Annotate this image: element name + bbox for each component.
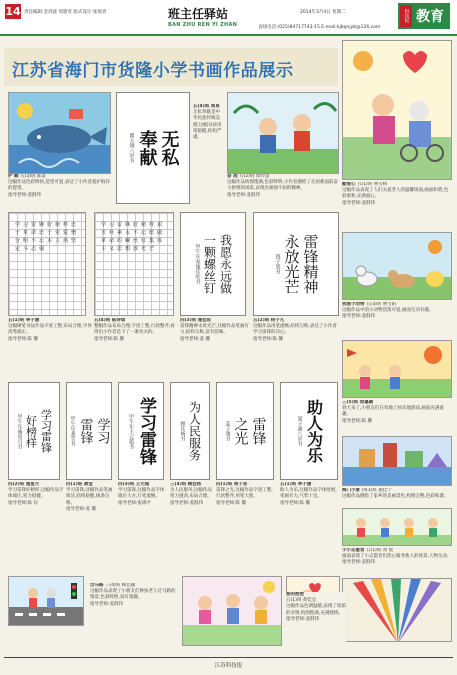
caption-gongren [180, 318, 250, 358]
spring-drawing [343, 341, 452, 398]
contact-info: 直线电话:(025)84717743-15 E-mail:kjbqnjyb@126.com [258, 25, 381, 30]
work-desc: 这幅作品色调温暖,表现了浓浓的亲情,构图饱满,充满感情。 [286, 604, 346, 616]
work-author: 四(1)班 施佳宁 [361, 488, 392, 493]
handwriting-text: 学习雷锋好榜样艰苦朴素永不忘愿做革命的螺丝钉集体主义思想放光芒 [101, 222, 166, 252]
caption-volunteers [342, 548, 452, 576]
work-teacher: 指导老师:陈 馨 [280, 500, 310, 506]
work-title: 三(5)班 徐嘉颖 [342, 400, 374, 405]
work-desc: 整幅作品布局合理,字迹工整,行款整齐,看得出小作者是下了一番功夫的。 [94, 324, 175, 336]
calligraphy-renmin [170, 382, 210, 480]
work-teacher: 指导老师:姜 馨 [180, 336, 210, 342]
issue-date: 2014年3月4日 星期二 [300, 10, 346, 15]
footer-newspaper-name: 江苏科技报 [214, 663, 243, 669]
handwriting-sheet-1 [8, 212, 86, 316]
work-title: 五(1)班 季子涵 [280, 482, 312, 487]
cal-text: 之光 [232, 417, 249, 445]
artwork-volunteers [342, 508, 452, 546]
handwriting-sheet-2 [94, 212, 174, 316]
haimen-drawing [343, 437, 452, 486]
work-title: 过马路 [90, 583, 104, 588]
work-title: 五(4)班 周易 [193, 104, 220, 109]
column-pinyin: BAN ZHU REN YI ZHAN [168, 22, 238, 28]
cal-signature: 甲午年王元超书 [128, 413, 134, 449]
work-teacher: 指导老师:姜群伟 [227, 192, 261, 198]
work-desc: 为人民服务,这幅作品笔力遒劲,布局合理。 [170, 488, 212, 500]
calligraphy-xuexi-1 [66, 382, 112, 480]
caption-animals [342, 302, 452, 332]
work-teacher: 指导老师:张锦平 [118, 500, 152, 506]
work-title: 海门小景 [342, 488, 360, 493]
artwork-pencils [342, 578, 452, 642]
brand-label: 教育 [416, 9, 444, 25]
cal-signature: 甲午年春施佳旺书 [194, 244, 201, 284]
calligraphy-guang [216, 382, 274, 480]
main-title: 江苏省海门市货隆小学书画作品展示 [12, 61, 294, 81]
work-teacher: 指导老师:姜群伟 [90, 601, 124, 607]
work-title: 我爱小动物 [342, 302, 365, 307]
work-desc: 学习雷锋,这幅作品笔画简洁,结构稳健,线条匀称。 [66, 488, 113, 506]
work-teacher: 指导老师:姜群伟 [286, 616, 320, 622]
cal-signature: 甲午年龚莹书 [69, 416, 76, 446]
caption-spring [342, 400, 452, 430]
work-title: 五(2)班 杨子凡 [253, 318, 285, 323]
work-title: 四(3)班 王元超 [118, 482, 150, 487]
section-brand [398, 3, 450, 29]
work-title: 五(4)班 陆诗瑶 [94, 318, 126, 323]
work-teacher: 指导老师:姜群伟 [342, 314, 376, 320]
work-title: 爱的抱抱 [286, 592, 304, 597]
calligraphy-leifeng [253, 212, 339, 316]
work-teacher: 指导老师:陈 钰 [8, 500, 38, 506]
cal-text: 奉献 [136, 130, 158, 166]
work-desc: 这幅作品表现了小朋友们搀扶老人过马路的情景,色彩鲜艳,富有童趣。 [90, 589, 176, 601]
xianaixin-drawing [343, 41, 452, 180]
calligraphy-wusi [116, 92, 190, 204]
work-author: 五(1)班 曹雪杨 [356, 182, 388, 187]
caption-xianaixin [342, 182, 452, 226]
brand-small-label: 科技报 [400, 5, 412, 27]
work-teacher: 指导老师:陈 馨 [8, 336, 38, 342]
artwork-xianaixin [342, 40, 452, 180]
caption-fenzhan [227, 174, 339, 204]
caption-crossing [90, 583, 176, 631]
caption-leifeng [253, 318, 339, 358]
calligraphy-haobangyang [8, 382, 60, 480]
editors-line: 责任编辑:金剑波 周建青 版式设计:张瑞青 [24, 10, 107, 15]
work-title: 奋 战 [227, 174, 238, 179]
handwriting-text: 学习雷锋好榜样忠于革命忠于党爱憎分明不忘本立场坚定斗志强 [15, 222, 80, 252]
volunteers-drawing [343, 509, 452, 546]
caption-whale [8, 174, 111, 204]
cal-signature: 顾佳杨书 [179, 421, 186, 441]
work-desc: 这幅作品色彩明快,造型可爱,表达了小作者爱护海洋的愿望。 [8, 180, 110, 192]
work-desc: 学习雷锋,这幅作品字体端庄大方,行笔流畅。 [118, 488, 165, 500]
page-header [0, 0, 457, 36]
work-title: 护 鲸 [8, 174, 19, 179]
caption-sheet-2 [94, 318, 176, 358]
artwork-animals [342, 232, 452, 300]
cal-text: 学习雷锋 [39, 409, 53, 453]
footer-rule [4, 657, 453, 658]
artwork-fenzhan [227, 92, 339, 174]
fenzhan-drawing [228, 93, 339, 174]
cal-signature: 梁子涵八岁书 [296, 416, 303, 446]
artwork-spring [342, 340, 452, 398]
pencils-drawing [343, 579, 452, 642]
cal-text: 雷锋 [250, 417, 267, 445]
work-title: 献爱心 [342, 182, 356, 187]
caption-renmin [170, 482, 214, 542]
work-title: 三(4)班 顾佳杨 [170, 482, 202, 487]
title-band [4, 48, 338, 86]
work-title: 五(1)班 季子涵 [8, 318, 40, 323]
work-title: 四(1)班 龚莹 [66, 482, 93, 487]
cal-signature: 姜子逸书 [224, 421, 231, 441]
work-teacher: 指导老师:姜群伟 [170, 500, 204, 506]
cal-signature: 甲午年施星月书 [16, 413, 23, 449]
page-number: 14 [5, 5, 21, 18]
calligraphy-xuexi-2 [118, 382, 164, 480]
caption-guang [216, 482, 276, 542]
work-desc: 这幅作品用笔流畅,结构匀称,表达了小作者学习雷锋的决心。 [253, 324, 337, 336]
artwork-children [182, 576, 282, 646]
caption-wusi [193, 104, 223, 196]
work-teacher: 指导老师:陈 馨 [253, 336, 283, 342]
cal-signature: 瞿天翔八岁书 [128, 133, 135, 163]
work-teacher: 指导老师:陈 馨 [342, 418, 372, 424]
work-author: 五(2)班 徐玲慧 [239, 174, 270, 179]
work-desc: 这幅作品描绘了家乡的美丽景色,构图完整,色彩和谐。 [342, 494, 449, 500]
work-desc: 春天来了,小朋友们在草地上快乐地游戏,画面充满童趣。 [342, 406, 444, 418]
caption-hug-text [286, 592, 346, 642]
work-teacher: 指导老师:姜群伟 [342, 560, 376, 566]
work-title: 四(2)班 施星月 [8, 482, 40, 487]
work-teacher: 指导老师:姜 馨 [66, 506, 96, 512]
crossing-drawing [9, 577, 84, 626]
work-teacher: 指导老师:姜群伟 [342, 200, 376, 206]
work-author: 三(4)班 顾佳颖 [104, 583, 136, 588]
work-author: 五(1)班 黄 悦 [365, 548, 394, 553]
work-desc: 雷锋之光,这幅作品字迹工整,行款整齐,用笔大胆。 [216, 488, 273, 500]
caption-zhuren [280, 482, 340, 542]
artwork-haimen [342, 436, 452, 486]
calligraphy-gongren [180, 212, 246, 316]
work-author: 五(3)班 曹雪阳 [365, 302, 397, 307]
cal-text: 学习雷锋 [136, 397, 156, 465]
cal-text: 雷锋精神 [301, 234, 320, 294]
cal-text: 学习 [94, 418, 110, 444]
caption-xuexi-1 [66, 482, 116, 542]
work-teacher: 指导老师:陈 馨 [216, 500, 246, 506]
cal-text: 永放光芒 [282, 234, 301, 294]
work-desc: 这幅硬笔书法作品字迹工整,布局合理,字体清秀端正。 [8, 324, 92, 336]
work-desc: 雷锋精神永放光芒,这幅作品笔画有力,结构匀称,富有韵味。 [180, 324, 249, 336]
artwork-whale [8, 92, 111, 174]
cal-text: 助人为乐 [304, 399, 324, 463]
cal-text: 无私 [158, 130, 180, 166]
work-teacher: 指导老师:陈 馨 [94, 336, 124, 342]
work-title: 小小志愿者 [342, 548, 365, 553]
work-teacher: 指导老师:姜群伟 [8, 192, 42, 198]
cal-signature: 钱子棠书 [274, 254, 281, 274]
work-desc: 助人为乐,这幅作品字体舒展,笔画有力,气势十足。 [280, 488, 337, 500]
work-author: 五(1)班 黄佳宜 [286, 598, 317, 604]
work-title: 四(1)班 周子易 [216, 482, 248, 487]
cal-text: 为人民服务 [187, 401, 202, 461]
caption-haobangyang [8, 482, 64, 542]
work-author: 五(3)班 陈鉴 [20, 174, 46, 179]
cal-text: 一颗螺丝钉 [202, 234, 217, 294]
children-drawing [183, 577, 282, 646]
work-desc: 无私奉献是中华民族传统美德,这幅书法用笔稳健,结构严谨。 [193, 110, 222, 141]
work-desc: 这幅作品表现了人们关爱老人的温馨场面,画面和谐,色彩柔和,充满爱心。 [342, 188, 449, 200]
whale-drawing [9, 93, 111, 174]
work-desc: 学习雷锋好榜样,这幅作品字体端庄,笔力稳健。 [8, 488, 64, 500]
work-desc: 这幅作品中的小动物活泼可爱,画面生动有趣。 [342, 308, 434, 314]
cal-text: 雷锋 [77, 418, 93, 444]
artwork-crossing [8, 576, 84, 626]
work-desc: 画面表现了小志愿者们热心服务他人的场景,人物生动。 [342, 554, 452, 560]
caption-sheet-1 [8, 318, 92, 358]
column-name: 班主任驿站 [168, 7, 229, 21]
cal-text: 我愿永远做 [218, 234, 233, 294]
work-title: 四(3)班 施佳旺 [180, 318, 212, 323]
caption-xuexi-2 [118, 482, 168, 542]
calligraphy-zhuren [280, 382, 338, 480]
cal-text: 好榜样 [24, 414, 38, 448]
animals-drawing [343, 233, 452, 300]
work-desc: 这幅作品构图饱满,色彩鲜明,小作者描绘了在困难面前奋力拼搏的场景,表现出顽强不屈的精神。 [227, 180, 338, 192]
